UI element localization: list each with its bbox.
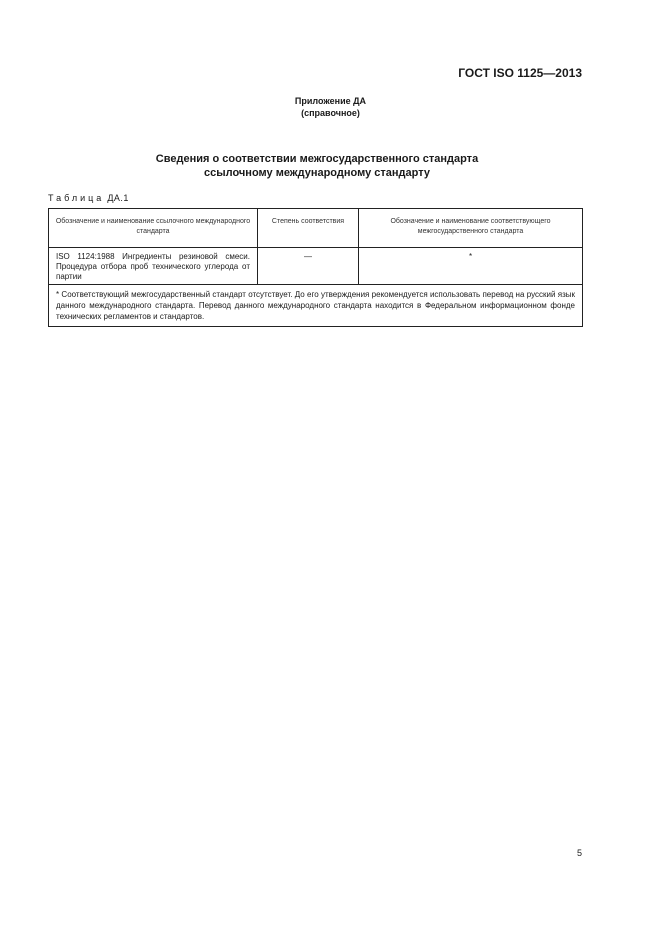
- cell-ref-standard: ISO 1124:1988 Ингредиенты резиновой смеси. Процедура отбора проб технического углерода от партии: [49, 248, 258, 285]
- table-row: [49, 248, 583, 285]
- annex-title: Приложение ДА: [294, 96, 367, 106]
- section-heading: [0, 152, 634, 180]
- cell-degree: —: [258, 248, 359, 285]
- correspondence-table: [48, 208, 583, 327]
- column-header-ref-standard: Обозначение и наименование ссылочного международного стандарта: [49, 209, 258, 248]
- column-header-degree: Степень соответствия: [258, 209, 359, 248]
- table-caption-id: ДА.1: [107, 193, 129, 203]
- heading-line-2: ссылочному международному стандарту: [204, 167, 430, 179]
- table-footnote: * Соответствующий межгосударственный стандарт отсутствует. До его утверждения рекомендуется использовать перевод на русский язык данного международного стандарта. Перевод данного международного стандарта находится в Федеральном информационном фонде технических регламентов и стандартов.: [49, 285, 583, 327]
- annex-subtitle: (справочное): [301, 108, 360, 118]
- table-caption-prefix: Таблица: [48, 193, 105, 203]
- table-footnote-row: [49, 285, 583, 327]
- document-code: ГОСТ ISO 1125—2013: [458, 66, 582, 80]
- annex-block: [0, 95, 661, 119]
- heading-line-1: Сведения о соответствии межгосударственного стандарта: [155, 153, 479, 165]
- cell-interstate-standard: *: [359, 248, 583, 285]
- column-header-interstate-standard: Обозначение и наименование соответствующего межгосударственного стандарта: [359, 209, 583, 248]
- table-header-row: [49, 209, 583, 248]
- page-number: 5: [577, 848, 583, 858]
- table-caption: [48, 193, 129, 203]
